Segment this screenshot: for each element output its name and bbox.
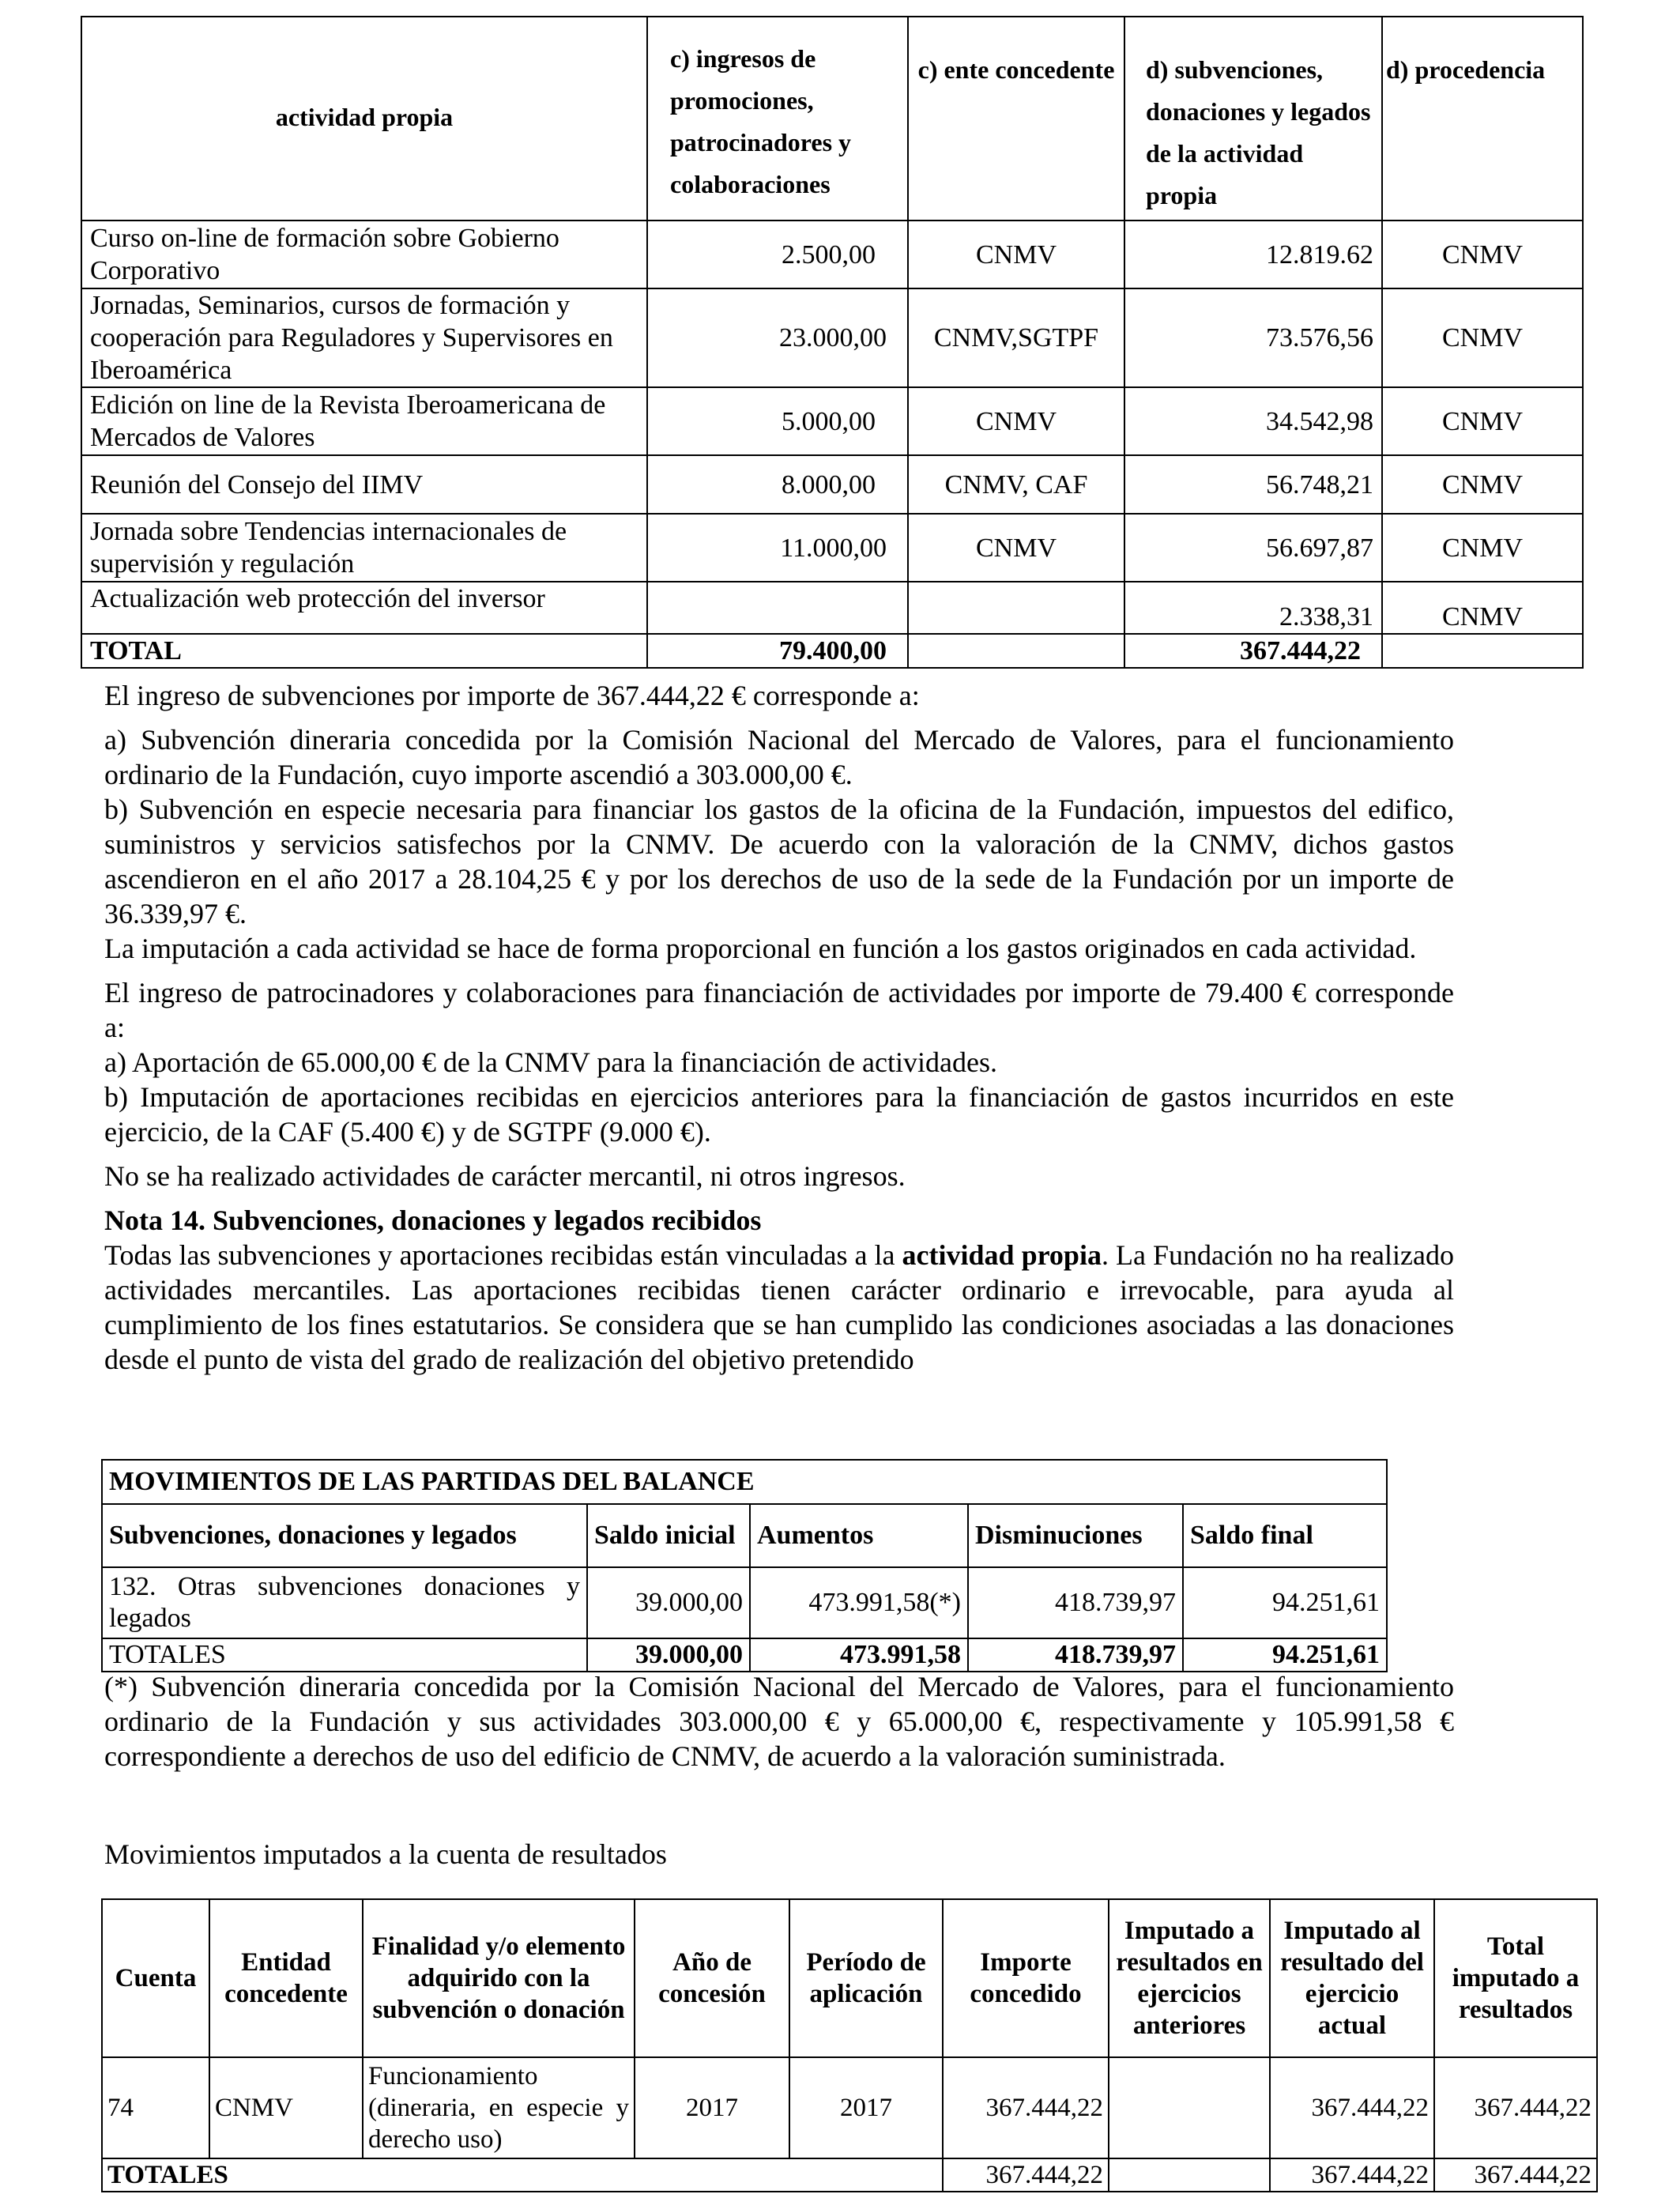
activity-grants: 34.542,98 xyxy=(1124,387,1382,455)
table-row xyxy=(81,387,1583,455)
paragraph: El ingreso de patrocinadores y colaboraciones para financiación de actividades por importe de 79.400 € corresponde a: xyxy=(104,977,1454,1043)
results-table xyxy=(101,1898,1598,2192)
header-procedencia: d) procedencia xyxy=(1382,17,1583,221)
balance-account: 132. Otras subvenciones donaciones y legados xyxy=(102,1567,587,1638)
totals-label: TOTALES xyxy=(102,1638,587,1672)
total-origin-empty xyxy=(1382,634,1583,668)
activity-grantor xyxy=(908,582,1124,634)
activity-income: 8.000,00 xyxy=(647,455,908,514)
activity-name: Actualización web protección del inversor xyxy=(81,582,647,634)
activities-header-row xyxy=(81,17,1583,221)
total-grants: 367.444,22 xyxy=(1124,634,1382,668)
balance-header-row xyxy=(102,1504,1387,1567)
totals-amount: 367.444,22 xyxy=(943,2158,1109,2192)
activity-grants: 73.576,56 xyxy=(1124,288,1382,387)
activity-origin: CNMV xyxy=(1382,387,1583,455)
paragraph: La imputación a cada actividad se hace de forma proporcional en función a los gastos originados en cada actividad. xyxy=(104,933,1417,964)
header-cell: Saldo inicial xyxy=(587,1504,750,1567)
activity-income xyxy=(647,582,908,634)
activity-origin: CNMV xyxy=(1382,455,1583,514)
body-text-section xyxy=(104,678,1454,1377)
activity-grantor: CNMV xyxy=(908,514,1124,582)
header-ingresos: c) ingresos de promociones, patrocinadores y colaboraciones xyxy=(647,17,908,221)
header-cell: Disminuciones xyxy=(968,1504,1183,1567)
activity-grants: 2.338,31 xyxy=(1124,582,1382,634)
totals-prior-empty xyxy=(1109,2158,1270,2192)
balance-table xyxy=(101,1459,1388,1672)
totals-initial: 39.000,00 xyxy=(587,1638,750,1672)
header-cell: Imputado a resultados en ejercicios anteriores xyxy=(1109,1899,1270,2057)
paragraph xyxy=(104,1238,1454,1377)
totals-row xyxy=(102,1638,1387,1672)
results-header-row xyxy=(102,1899,1597,2057)
totals-decreases: 418.739,97 xyxy=(968,1638,1183,1672)
activity-income: 11.000,00 xyxy=(647,514,908,582)
results-total: 367.444,22 xyxy=(1434,2057,1597,2158)
header-subvenciones: d) subvenciones, donaciones y legados de la actividad propia xyxy=(1124,17,1382,221)
totals-increases: 473.991,58 xyxy=(750,1638,968,1672)
paragraph: No se ha realizado actividades de carácter mercantil, ni otros ingresos. xyxy=(104,1160,906,1192)
results-entity: CNMV xyxy=(209,2057,363,2158)
results-purpose: Funcionamiento (dineraria, en especie y derecho uso) xyxy=(363,2057,635,2158)
activity-income: 5.000,00 xyxy=(647,387,908,455)
activity-income: 23.000,00 xyxy=(647,288,908,387)
balance-title-row xyxy=(102,1460,1387,1504)
activity-grants: 56.697,87 xyxy=(1124,514,1382,582)
header-cell: Subvenciones, donaciones y legados xyxy=(102,1504,587,1567)
total-row xyxy=(81,634,1583,668)
activity-income: 2.500,00 xyxy=(647,221,908,288)
totals-row xyxy=(102,2158,1597,2192)
table-row xyxy=(81,455,1583,514)
results-current: 367.444,22 xyxy=(1270,2057,1434,2158)
activity-name: Reunión del Consejo del IIMV xyxy=(81,455,647,514)
header-cell: Total imputado a resultados xyxy=(1434,1899,1597,2057)
totals-current: 367.444,22 xyxy=(1270,2158,1434,2192)
activity-name: Edición on line de la Revista Iberoamericana de Mercados de Valores xyxy=(81,387,647,455)
header-actividad-propia: actividad propia xyxy=(81,17,647,221)
totals-label: TOTALES xyxy=(102,2158,943,2192)
results-prior xyxy=(1109,2057,1270,2158)
paragraph: El ingreso de subvenciones por importe de 367.444,22 € corresponde a: xyxy=(104,680,920,711)
total-grantor-empty xyxy=(908,634,1124,668)
activity-grantor: CNMV,SGTPF xyxy=(908,288,1124,387)
activity-grantor: CNMV, CAF xyxy=(908,455,1124,514)
table-row xyxy=(81,288,1583,387)
total-label: TOTAL xyxy=(81,634,647,668)
balance-title: MOVIMIENTOS DE LAS PARTIDAS DEL BALANCE xyxy=(102,1460,1387,1504)
activities-table xyxy=(81,16,1584,669)
activity-name: Curso on-line de formación sobre Gobierno Corporativo xyxy=(81,221,647,288)
table-row xyxy=(81,582,1583,634)
balance-decreases: 418.739,97 xyxy=(968,1567,1183,1638)
totals-final: 94.251,61 xyxy=(1183,1638,1387,1672)
activity-name: Jornadas, Seminarios, cursos de formación y cooperación para Reguladores y Supervisores en Iberoamérica xyxy=(81,288,647,387)
header-cell: Cuenta xyxy=(102,1899,209,2057)
activity-origin: CNMV xyxy=(1382,582,1583,634)
note-text: Todas las subvenciones y aportaciones recibidas están vinculadas a la xyxy=(104,1239,902,1271)
results-title-section xyxy=(104,1837,1454,1872)
note-text-bold: actividad propia xyxy=(902,1239,1102,1271)
header-cell: Importe concedido xyxy=(943,1899,1109,2057)
header-cell: Aumentos xyxy=(750,1504,968,1567)
balance-final: 94.251,61 xyxy=(1183,1567,1387,1638)
footnote: (*) Subvención dineraria concedida por la Comisión Nacional del Mercado de Valores, para el funcionamiento ordinario de la Fundación y sus actividades 303.000,00 € y 65.000,00 €, respectivamente y 105.991,58 € correspondiente a derechos de uso del edificio de CNMV, de acuerdo a la valoración suministrada. xyxy=(104,1671,1454,1772)
footnote-section xyxy=(104,1669,1454,1774)
activity-origin: CNMV xyxy=(1382,288,1583,387)
activity-origin: CNMV xyxy=(1382,221,1583,288)
paragraph: a) Aportación de 65.000,00 € de la CNMV para la financiación de actividades. xyxy=(104,1046,997,1078)
results-account: 74 xyxy=(102,2057,209,2158)
activity-name: Jornada sobre Tendencias internacionales de supervisión y regulación xyxy=(81,514,647,582)
note-text: . La Fundación no ha realizado actividades mercantiles. Las aportaciones recibidas tienen carácter ordinario e irrevocable, para ayuda al cumplimiento de los fines estatutarios. Se considera que se han cumplido las condiciones asociadas a las donaciones desde el punto de vista del grado de realización del objetivo pretendido xyxy=(104,1239,1454,1375)
activity-grants: 56.748,21 xyxy=(1124,455,1382,514)
paragraph: b) Imputación de aportaciones recibidas en ejercicios anteriores para la financiación de gastos incurridos en este ejercicio, de la CAF (5.400 €) y de SGTPF (9.000 €). xyxy=(104,1081,1454,1148)
balance-initial: 39.000,00 xyxy=(587,1567,750,1638)
header-cell: Imputado al resultado del ejercicio actual xyxy=(1270,1899,1434,2057)
totals-total: 367.444,22 xyxy=(1434,2158,1597,2192)
results-amount: 367.444,22 xyxy=(943,2057,1109,2158)
table-row xyxy=(102,2057,1597,2158)
results-period: 2017 xyxy=(789,2057,943,2158)
paragraph: a) Subvención dineraria concedida por la Comisión Nacional del Mercado de Valores, para el funcionamiento ordinario de la Fundación, cuyo importe ascendió a 303.000,00 €. xyxy=(104,724,1454,790)
activity-grantor: CNMV xyxy=(908,221,1124,288)
header-cell: Entidad concedente xyxy=(209,1899,363,2057)
header-ente-concedente: c) ente concedente xyxy=(908,17,1124,221)
activity-grantor: CNMV xyxy=(908,387,1124,455)
table-row xyxy=(81,514,1583,582)
results-year: 2017 xyxy=(635,2057,789,2158)
header-cell: Finalidad y/o elemento adquirido con la subvención o donación xyxy=(363,1899,635,2057)
results-title: Movimientos imputados a la cuenta de resultados xyxy=(104,1838,667,1870)
activity-grants: 12.819.62 xyxy=(1124,221,1382,288)
table-row xyxy=(81,221,1583,288)
activity-origin: CNMV xyxy=(1382,514,1583,582)
paragraph: b) Subvención en especie necesaria para financiar los gastos de la oficina de la Fundación, impuestos del edifico, suministros y servicios satisfechos por la CNMV. De acuerdo con la valoración de la CNMV, dichos gastos ascendieron en el año 2017 a 28.104,25 € y por los derechos de uso de la sede de la Fundación por un importe de 36.339,97 €. xyxy=(104,794,1454,929)
header-cell: Año de concesión xyxy=(635,1899,789,2057)
note-title: Nota 14. Subvenciones, donaciones y legados recibidos xyxy=(104,1204,762,1236)
total-income: 79.400,00 xyxy=(647,634,908,668)
header-cell: Período de aplicación xyxy=(789,1899,943,2057)
balance-increases: 473.991,58(*) xyxy=(750,1567,968,1638)
header-cell: Saldo final xyxy=(1183,1504,1387,1567)
table-row xyxy=(102,1567,1387,1638)
